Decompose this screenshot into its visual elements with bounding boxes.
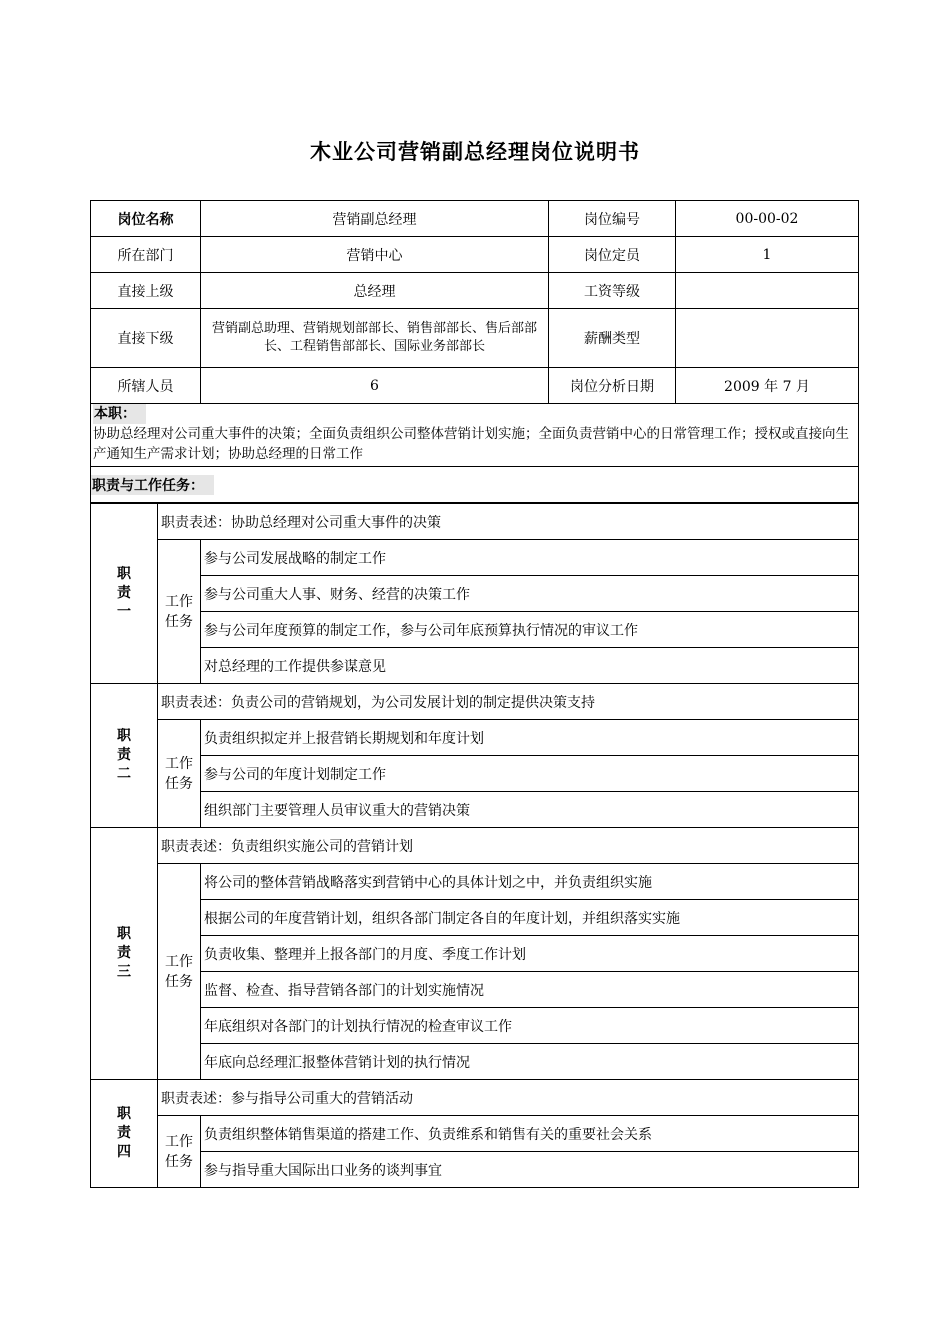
info-row-supervisor xyxy=(91,273,859,309)
value-position-name: 营销副总经理 xyxy=(201,201,549,237)
duty-statement-row xyxy=(91,684,859,720)
task-item: 对总经理的工作提供参谋意见 xyxy=(201,648,859,684)
task-row xyxy=(91,900,859,936)
value-staff-count: 6 xyxy=(201,368,549,404)
responsibilities-header-row xyxy=(91,467,859,503)
task-item: 将公司的整体营销战略落实到营销中心的具体计划之中，并负责组织实施 xyxy=(201,864,859,900)
task-item: 参与公司发展战略的制定工作 xyxy=(201,540,859,576)
task-row xyxy=(91,576,859,612)
task-row xyxy=(91,792,859,828)
value-salary-grade xyxy=(676,273,859,309)
task-item: 监督、检查、指导营销各部门的计划实施情况 xyxy=(201,972,859,1008)
label-department: 所在部门 xyxy=(91,237,201,273)
job-description-form xyxy=(90,200,858,1188)
value-analysis-date: 2009 年 7 月 xyxy=(676,368,859,404)
task-row xyxy=(91,1008,859,1044)
task-row xyxy=(91,648,859,684)
task-row xyxy=(91,1116,859,1152)
task-item: 年底组织对各部门的计划执行情况的检查审议工作 xyxy=(201,1008,859,1044)
task-row xyxy=(91,540,859,576)
label-position-code: 岗位编号 xyxy=(549,201,676,237)
basic-duty-text: 协助总经理对公司重大事件的决策；全面负责组织公司整体营销计划实施；全面负责营销中心的日常管理工作；授权或直接向生产通知生产需求计划；协助总经理的日常工作 xyxy=(93,426,849,462)
info-row-position-name xyxy=(91,201,859,237)
task-row xyxy=(91,936,859,972)
task-item: 年底向总经理汇报整体营销计划的执行情况 xyxy=(201,1044,859,1080)
task-row xyxy=(91,756,859,792)
task-row xyxy=(91,720,859,756)
label-position-name: 岗位名称 xyxy=(91,201,201,237)
basic-duty-cell xyxy=(91,404,859,467)
task-label: 工作 任务 xyxy=(158,864,201,1080)
label-staff-count: 所辖人员 xyxy=(91,368,201,404)
document-title: 木业公司营销副总经理岗位说明书 xyxy=(310,140,640,164)
task-row xyxy=(91,612,859,648)
duty-statement-row xyxy=(91,828,859,864)
info-table xyxy=(90,200,859,503)
responsibilities-header: 职责与工作任务： xyxy=(91,475,214,495)
duty-name: 职 责 三 xyxy=(91,828,158,1080)
duty-name: 职 责 四 xyxy=(91,1080,158,1188)
duty-statement: 职责表述：协助总经理对公司重大事件的决策 xyxy=(158,504,859,540)
duty-statement: 职责表述：参与指导公司重大的营销活动 xyxy=(158,1080,859,1116)
task-item: 参与公司的年度计划制定工作 xyxy=(201,756,859,792)
task-label: 工作 任务 xyxy=(158,720,201,828)
duty-statement: 职责表述：负责公司的营销规划，为公司发展计划的制定提供决策支持 xyxy=(158,684,859,720)
info-row-staff xyxy=(91,368,859,404)
task-item: 参与公司重大人事、财务、经营的决策工作 xyxy=(201,576,859,612)
task-label: 工作 任务 xyxy=(158,540,201,684)
value-pay-type xyxy=(676,309,859,368)
task-row xyxy=(91,864,859,900)
label-subordinates: 直接下级 xyxy=(91,309,201,368)
task-item: 参与公司年度预算的制定工作，参与公司年底预算执行情况的审议工作 xyxy=(201,612,859,648)
task-item: 组织部门主要管理人员审议重大的营销决策 xyxy=(201,792,859,828)
responsibilities-header-cell xyxy=(91,467,859,503)
value-headcount: 1 xyxy=(676,237,859,273)
basic-duty-header: 本职： xyxy=(93,404,146,424)
task-item: 根据公司的年度营销计划，组织各部门制定各自的年度计划，并组织落实实施 xyxy=(201,900,859,936)
info-row-department xyxy=(91,237,859,273)
task-item: 参与指导重大国际出口业务的谈判事宜 xyxy=(201,1152,859,1188)
label-headcount: 岗位定员 xyxy=(549,237,676,273)
duty-name: 职 责 二 xyxy=(91,684,158,828)
duty-statement-row xyxy=(91,1080,859,1116)
label-salary-grade: 工资等级 xyxy=(549,273,676,309)
duties-table xyxy=(90,503,859,1188)
task-label: 工作 任务 xyxy=(158,1116,201,1188)
task-item: 负责组织整体销售渠道的搭建工作、负责维系和销售有关的重要社会关系 xyxy=(201,1116,859,1152)
label-supervisor: 直接上级 xyxy=(91,273,201,309)
value-department: 营销中心 xyxy=(201,237,549,273)
duty-name: 职 责 一 xyxy=(91,504,158,684)
duty-statement-row xyxy=(91,504,859,540)
value-supervisor: 总经理 xyxy=(201,273,549,309)
label-pay-type: 薪酬类型 xyxy=(549,309,676,368)
value-position-code: 00-00-02 xyxy=(676,201,859,237)
task-item: 负责组织拟定并上报营销长期规划和年度计划 xyxy=(201,720,859,756)
label-analysis-date: 岗位分析日期 xyxy=(549,368,676,404)
task-row xyxy=(91,1044,859,1080)
task-row xyxy=(91,972,859,1008)
task-item: 负责收集、整理并上报各部门的月度、季度工作计划 xyxy=(201,936,859,972)
info-row-subordinates xyxy=(91,309,859,368)
task-row xyxy=(91,1152,859,1188)
basic-duty-row xyxy=(91,404,859,467)
duty-statement: 职责表述：负责组织实施公司的营销计划 xyxy=(158,828,859,864)
value-subordinates: 营销副总助理、营销规划部部长、销售部部长、售后部部长、工程销售部部长、国际业务部部长 xyxy=(201,309,549,368)
